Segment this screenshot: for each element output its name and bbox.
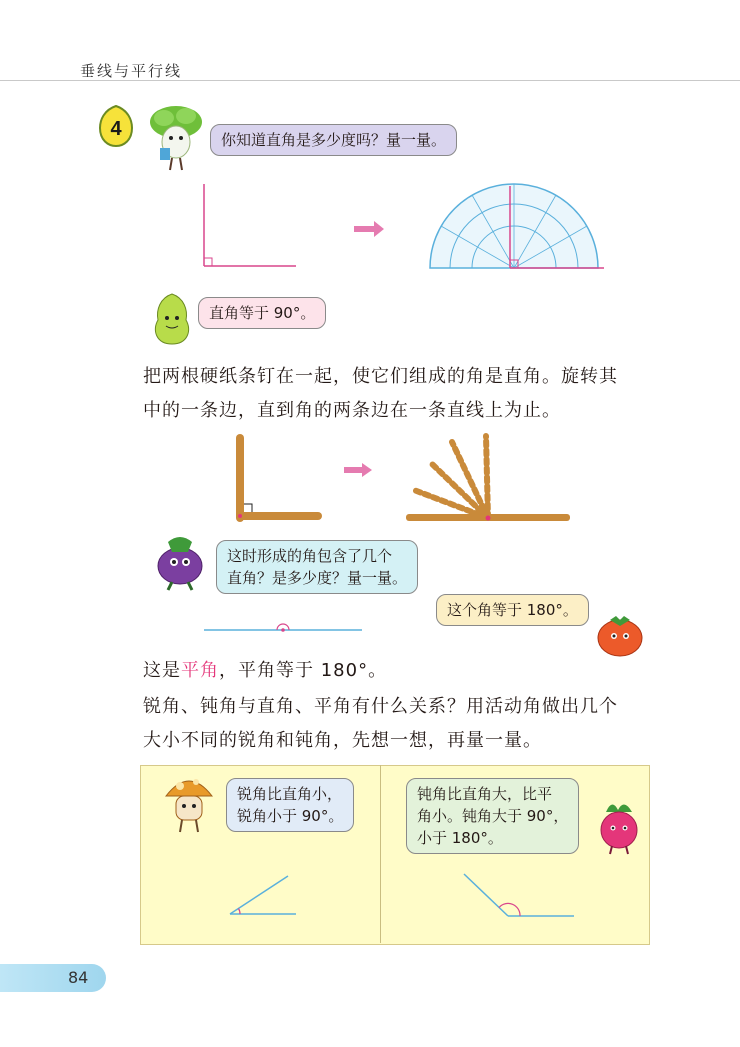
protractor-icon [426, 182, 606, 274]
header-divider [0, 80, 740, 81]
paragraph-line: 大小不同的锐角和钝角，先想一想，再量一量。 [143, 730, 542, 751]
bubble-line: 小于 180°。 [417, 829, 503, 847]
bubble-line: 锐角小于 90°。 [237, 807, 344, 825]
acute-angle-bubble [226, 778, 354, 832]
page-number-tab [0, 964, 106, 992]
sentence-suffix: ，平角等于 180°。 [219, 660, 388, 681]
straight-angle-diagram [200, 618, 366, 636]
bubble-line: 这时形成的角包含了几个 [227, 547, 393, 565]
answer-bubble-90: 直角等于 90°。 [198, 297, 326, 329]
panel-divider [380, 765, 381, 943]
right-angle-diagram [196, 180, 306, 272]
obtuse-angle-diagram [460, 870, 578, 922]
arrow-right-icon [352, 220, 386, 238]
paragraph-line: 锐角、钝角与直角、平角有什么关系？用活动角做出几个 [143, 696, 618, 717]
mushroom-character-icon [160, 770, 218, 836]
straight-angle-sentence [143, 654, 663, 688]
number-lemon-badge [96, 104, 136, 148]
paragraph-strips [143, 360, 663, 428]
bubble-line: 直角？是多少度？量一量。 [227, 569, 408, 587]
page-number: 84 [68, 968, 89, 987]
paragraph-relations [143, 690, 663, 758]
obtuse-angle-bubble [406, 778, 579, 854]
strip-right-angle-diagram [228, 432, 328, 524]
strip-rotation-diagram [402, 432, 574, 526]
paragraph-line: 中的一条边，直到角的两条边在一条直线上为止。 [143, 400, 561, 421]
section-title: 垂线与平行线 [80, 62, 183, 80]
bubble-line: 钝角比直角大，比平 [417, 785, 553, 803]
question-bubble: 你知道直角是多少度吗？量一量。 [210, 124, 457, 156]
answer-bubble-180: 这个角等于 180°。 [436, 594, 589, 626]
arrow-right-icon [342, 462, 374, 478]
term-straight-angle: 平角 [181, 660, 219, 681]
radish-character-icon [592, 798, 646, 856]
bubble-line: 角小。钝角大于 90°， [417, 807, 569, 825]
cabbage-character-icon [146, 102, 204, 172]
bubble-line: 锐角比直角小， [237, 785, 343, 803]
sentence-prefix: 这是 [143, 660, 181, 681]
question-bubble-straight [216, 540, 418, 594]
paragraph-line: 把两根硬纸条钉在一起，使它们组成的角是直角。旋转其 [143, 366, 618, 387]
pear-character-icon [146, 290, 198, 348]
eggplant-character-icon [150, 528, 210, 592]
acute-angle-diagram [226, 872, 302, 920]
example-number: 4 [110, 118, 122, 140]
